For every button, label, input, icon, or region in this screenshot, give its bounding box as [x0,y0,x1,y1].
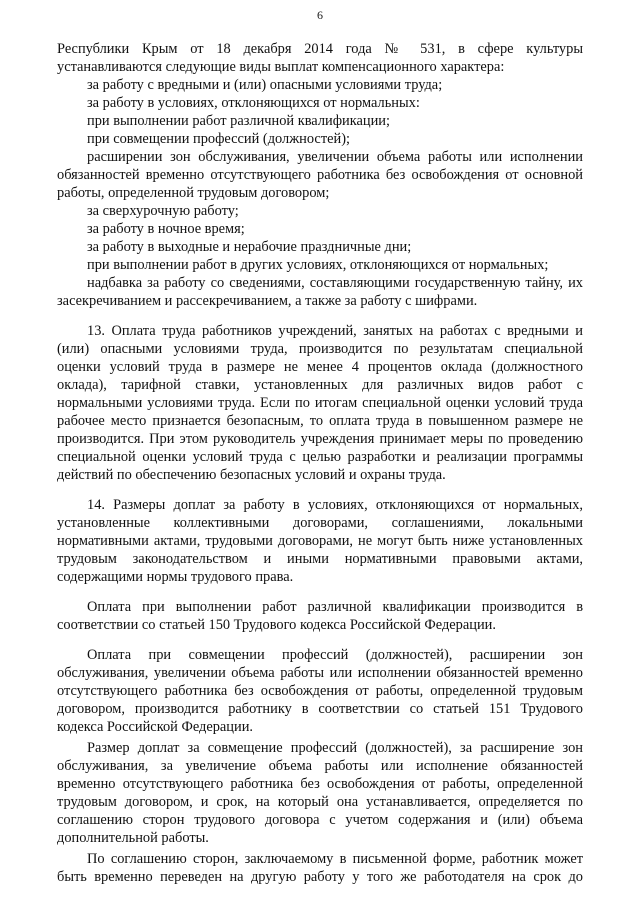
text-line: соответствии со статьей 150 Трудового кодекса Российской Федерации. [57,617,496,633]
text-line: быть временно переведен на другую работу у того же работодателя на срок до [57,869,583,885]
text-line: Размер доплат за совмещение профессий (должностей), за расширение зон [87,740,583,756]
text-line: установленные коллективными договорами, соглашениями, локальными [57,515,583,531]
text-line: при выполнении работ в других условиях, отклоняющихся от нормальных; [87,257,549,273]
text-line: нормальными условиями труда. Если по итогам специальной оценки условий труда [57,395,583,411]
text-line: устанавливаются следующие виды выплат компенсационного характера: [57,59,505,75]
text-line: специальной оценки условий труда с целью разработки и реализации программы [57,449,583,465]
text-line: рабочее место признается безопасным, то оплата труда в повышенном размере не [57,413,583,429]
text-line: производится. При этом руководитель учреждения принимает меры по проведению [57,431,583,447]
text-line: трудовым договором, и срок, на который она устанавливается, определяется по [57,794,583,810]
text-line: надбавка за работу со сведениями, составляющими государственную тайну, их [87,275,583,291]
text-line: (или) опасными условиями труда, производится по результатам специальной [57,341,583,357]
text-line: при совмещении профессий (должностей); [87,131,350,147]
text-line: 14. Размеры доплат за работу в условиях, отклоняющихся от нормальных, [87,497,583,513]
text-line: дополнительной работы. [57,830,209,846]
page-number: 6 [317,8,323,22]
text-line: отсутствующего работника без освобождения от работы, определенной трудовым [57,683,583,699]
text-line: Оплата при совмещении профессий (должностей), расширении зон [87,647,583,663]
text-line: кодекса Российской Федерации. [57,719,254,735]
text-line: соглашению сторон трудового договора с учетом содержания и (или) объема [57,812,583,828]
text-line: Республики Крым от 18 декабря 2014 года № 531, в сфере культуры [57,41,583,57]
text-line: Оплата при выполнении работ различной квалификации производится в [87,599,583,615]
text-line: нормативными актами, трудовыми договорами, не могут быть ниже установленных [57,533,583,549]
text-line: расширении зон обслуживания, увеличении объема работы или исполнении [87,149,583,165]
text-line: за работу в ночное время; [87,221,245,237]
text-line: за сверхурочную работу; [87,203,239,219]
text-line: за работу в условиях, отклоняющихся от нормальных: [87,95,420,111]
text-line: действий по обеспечению безопасных условий и охраны труда. [57,467,446,483]
text-line: обязанностей временно отсутствующего работника без освобождения от основной [57,167,583,183]
text-line: По соглашению сторон, заключаемому в письменной форме, работник может [87,851,583,867]
text-line: 13. Оплата труда работников учреждений, занятых на работах с вредными и [87,323,583,339]
text-line: за работу с вредными и (или) опасными условиями труда; [87,77,443,93]
text-line: при выполнении работ различной квалификации; [87,113,390,129]
text-line: обслуживания, за увеличение объема работы или исполнение обязанностей [57,758,583,774]
text-line: временно отсутствующего работника без освобождения от работы, определенной [57,776,583,792]
text-line: оценки условий труда в размере не менее 4 процентов оклада (должностного [57,359,583,375]
text-line: трудовым законодательством и иными нормативными правовыми актами, [57,551,583,567]
text-line: за работу в выходные и нерабочие праздничные дни; [87,239,412,255]
text-line: оклада), тарифной ставки, установленных для различных видов работ с [57,377,583,393]
text-line: работы, определенной трудовым договором; [57,185,330,201]
text-line: засекречиванием и рассекречиванием, а также за работу с шифрами. [57,293,478,309]
text-line: договором, производится работнику в соответствии со статьей 151 Трудового [57,701,583,717]
text-line: содержащими нормы трудового права. [57,569,294,585]
text-line: обслуживания, увеличении объема работы или исполнении обязанностей временно [57,665,583,681]
